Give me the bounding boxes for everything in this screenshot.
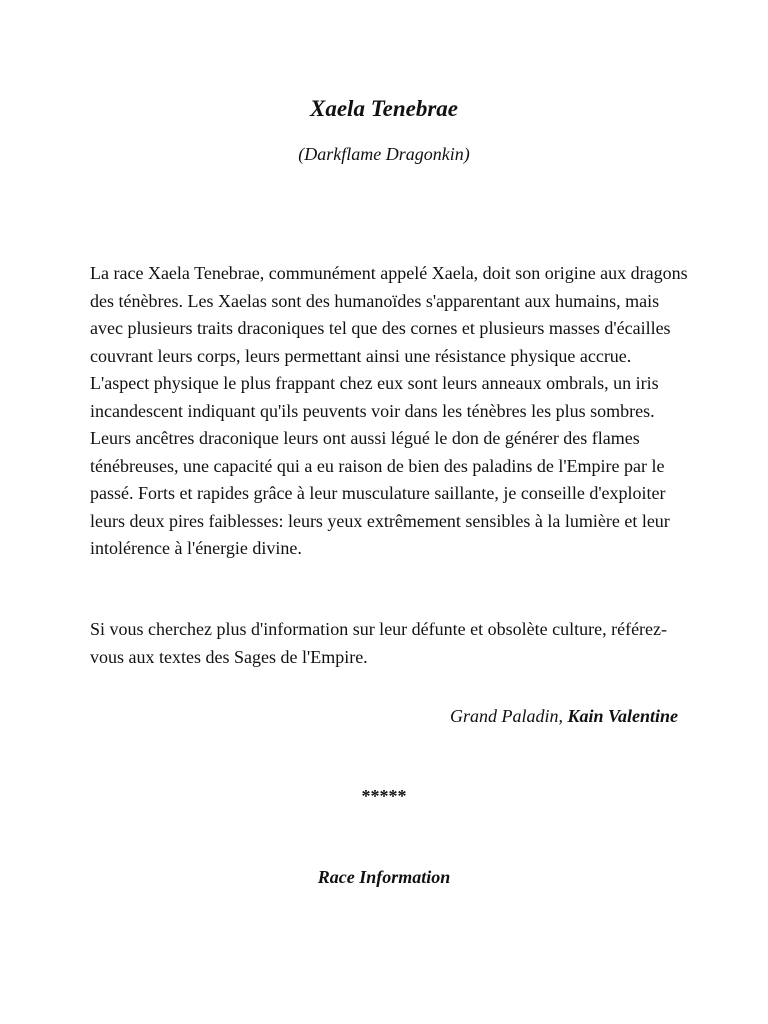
body-paragraph-1: La race Xaela Tenebrae, communément appelé Xaela, doit son origine aux dragons des ténèbres. Les Xaelas sont des humanoïdes s'apparentant aux humains, mais avec plusieurs traits draconiques tel que des cornes et plusieurs masses d'écailles couvrant leurs corps, leurs permettant ainsi une résistance physique accrue. L'aspect physique le plus frappant chez eux sont leurs anneaux ombrals, un iris incandescent indiquant qu'ils peuvents voir dans les ténèbres les plus sombres. Leurs ancêtres draconique leurs ont aussi légué le don de générer des flames ténébreuses, une capacité qui a eu raison de bien des paladins de l'Empire par le passé. Forts et rapides grâce à leur musculature saillante, je conseille d'exploiter leurs deux pires faiblesses: leurs yeux extrêmement sensibles à la lumière et leur intolérence à l'énergie divine. xyxy=(90,263,688,558)
section-separator: ***** xyxy=(361,786,407,806)
section-heading: Race Information xyxy=(317,867,451,887)
body-paragraph-2: Si vous cherchez plus d'information sur leur défunte et obsolète culture, référez-vous aux textes des Sages de l'Empire. xyxy=(90,619,668,667)
signature xyxy=(450,704,678,728)
signature-role: Grand Paladin, xyxy=(449,706,563,726)
document-subtitle: (Darkflame Dragonkin) xyxy=(298,144,470,164)
document-title: Xaela Tenebrae xyxy=(310,96,458,121)
signature-name: Kain Valentine xyxy=(567,706,678,726)
